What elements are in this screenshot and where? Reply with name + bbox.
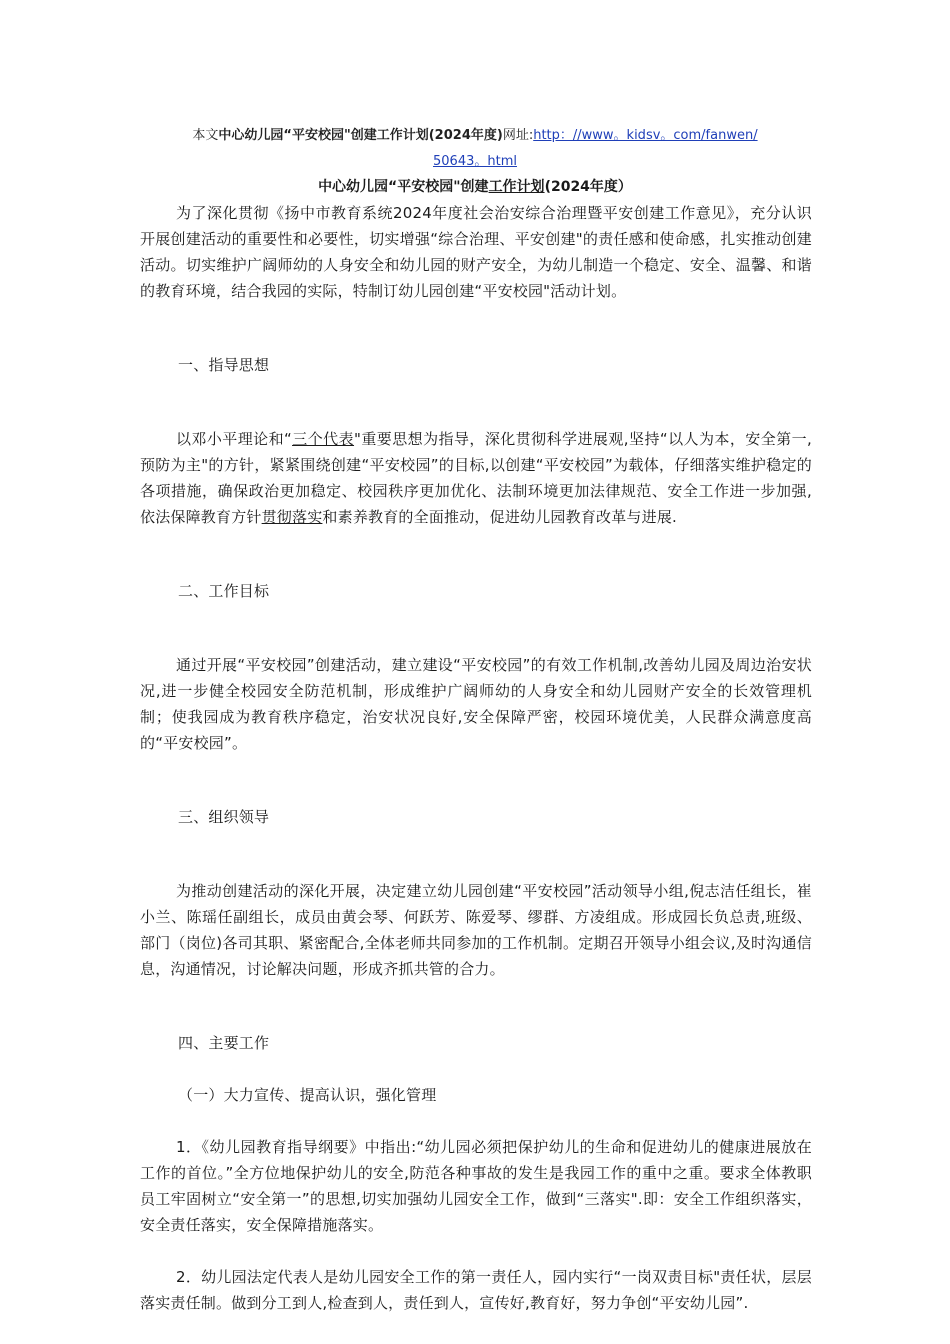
source-prefix: 本文	[192, 128, 219, 143]
section1-text-c: 和素养教育的全面推动，促进幼儿园教育改革与进展.	[322, 508, 677, 526]
implement-link[interactable]: 贯彻落实	[261, 508, 323, 526]
document-body	[140, 200, 812, 1316]
section2-heading: 二、工作目标	[178, 582, 270, 600]
section1-paragraph	[140, 426, 812, 530]
section1-text-b: "重要思想为指导，深化贯彻科学进展观,坚持“以人为本，安全第一,预防为主"的方针，紧紧围绕创建“平安校园”的目标,以创建“平安校园”为载体，仔细落实维护稳定的各项措施，确保政治更加稳定、校园秩序更加优化、法制环境更加法律规范、安全工作进一步加强,依法保障教育方针	[140, 430, 812, 526]
spacer	[140, 304, 812, 352]
section1-heading: 一、指导思想	[178, 356, 270, 374]
section3-heading: 三、组织领导	[178, 808, 270, 826]
spacer	[140, 756, 812, 804]
spacer	[140, 604, 812, 652]
source-url-line1[interactable]: http：//www。kidsv。com/fanwen/	[533, 128, 758, 143]
section3-paragraph: 为推动创建活动的深化开展，决定建立幼儿园创建“平安校园”活动领导小组,倪志洁任组长，崔小兰、陈瑶任副组长，成员由黄会琴、何跃芳、陈爱琴、缪群、方凌组成。形成园长负总责,班级、部门（岗位)各司其职、紧密配合,全体老师共同参加的工作机制。定期召开领导小组会议,及时沟通信息，沟通情况，讨论解决问题，形成齐抓共管的合力。	[140, 882, 812, 978]
intro-paragraph: 为了深化贯彻《扬中市教育系统2024年度社会治安综合治理暨平安创建工作意见》，充分认识开展创建活动的重要性和必要性，切实增强“综合治理、平安创建"的责任感和使命感，扎实推动创建活动。切实维护广阔师幼的人身安全和幼儿园的财产安全，为幼儿制造一个稳定、安全、温馨、和谐的教育环境，结合我园的实际，特制订幼儿园创建“平安校园"活动计划。	[140, 204, 812, 300]
section4-item1: 1．《幼儿园教育指导纲要》中指出:“幼儿园必须把保护幼儿的生命和促进幼儿的健康进展放在工作的首位。”全方位地保护幼儿的安全,防范各种事故的发生是我园工作的重中之重。要求全体教职员工牢固树立“安全第一”的思想,切实加强幼儿园安全工作，做到“三落实".即：安全工作组织落实，安全责任落实，安全保障措施落实。	[140, 1138, 812, 1234]
spacer	[140, 1238, 812, 1264]
section4-heading: 四、主要工作	[178, 1034, 270, 1052]
spacer	[140, 1056, 812, 1082]
section4-item2: 2．幼儿园法定代表人是幼儿园安全工作的第一责任人，园内实行“一岗双责目标"责任状，层层落实责任制。做到分工到人,检查到人，责任到人，宣传好,教育好，努力争创“平安幼儿园”.	[140, 1268, 812, 1312]
spacer	[140, 530, 812, 578]
source-url-line2[interactable]: 50643。html	[433, 154, 517, 169]
spacer	[140, 830, 812, 878]
section4-sub1-heading: （一）大力宣传、提高认识，强化管理	[178, 1086, 437, 1104]
three-represents-link[interactable]: 三个代表	[292, 430, 355, 448]
document-title-part3: (2024年度）	[544, 179, 632, 195]
document-title	[140, 174, 810, 200]
document-title-part1: 中心幼儿园“平安校园"创建	[318, 179, 489, 195]
source-title: 中心幼儿园“平安校园"创建工作计划(2024年度)	[218, 128, 503, 143]
section2-paragraph: 通过开展“平安校园”创建活动，建立建设“平安校园”的有效工作机制,改善幼儿园及周边治安状况,进一步健全校园安全防范机制，形成维护广阔师幼的人身安全和幼儿园财产安全的长效管理机制；使我园成为教育秩序稳定，治安状况良好,安全保障严密，校园环境优美，人民群众满意度高的“平安校园”。	[140, 656, 812, 752]
spacer	[140, 1108, 812, 1134]
section1-text-a: 以邓小平理论和“	[176, 430, 293, 448]
source-url-label: 网址:	[502, 128, 534, 143]
document-title-part2: 工作计划	[488, 179, 545, 195]
spacer	[140, 982, 812, 1030]
source-line	[140, 123, 810, 175]
spacer	[140, 378, 812, 426]
